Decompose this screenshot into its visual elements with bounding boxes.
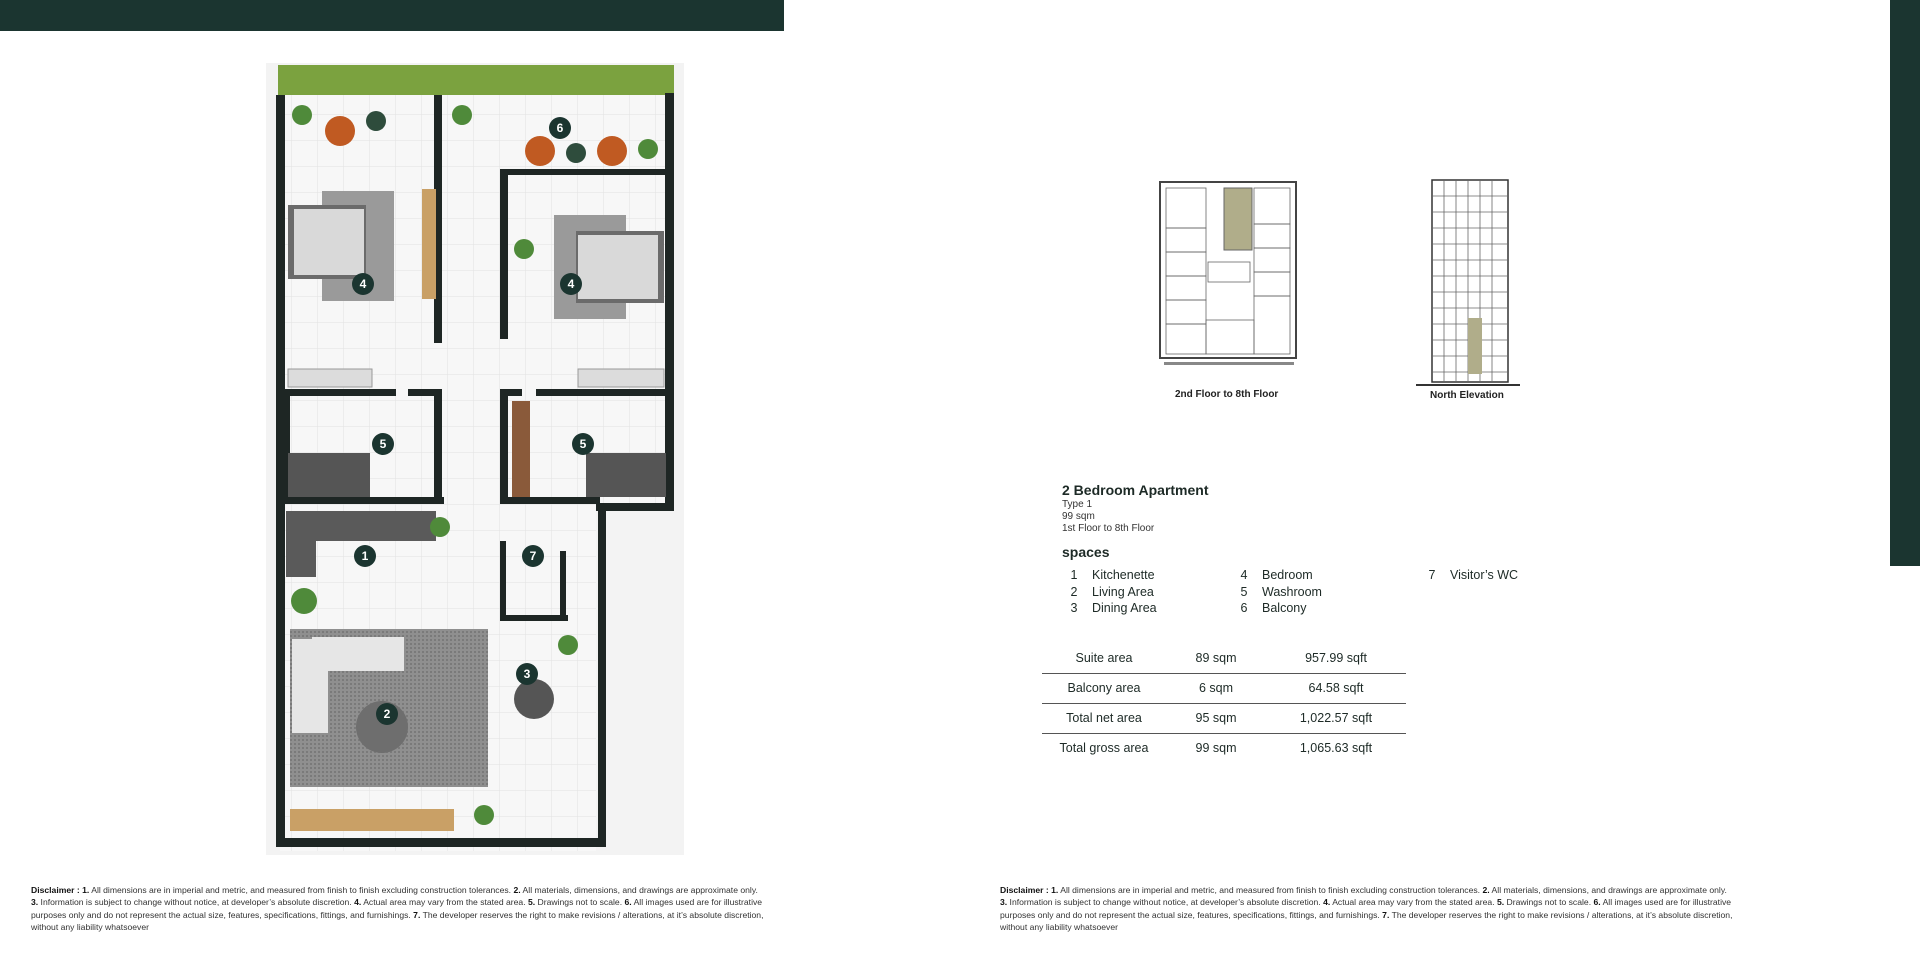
area-sqm: 89 sqm <box>1195 651 1237 665</box>
area-table <box>1042 644 1406 763</box>
room-marker-washroom-1: 5 <box>372 433 394 455</box>
area-label: Suite area <box>1075 651 1133 665</box>
room-marker-bedroom-1: 4 <box>352 273 374 295</box>
room-marker-washroom-2: 5 <box>572 433 594 455</box>
space-item: 2 Living Area <box>1070 585 1154 599</box>
disclaimer-left: Disclaimer : 1. All dimensions are in imperial and metric, and measured from finish to finish excluding construction tolerances. 2. All materials, dimensions, and drawings are approximate only. 3. Information is subject to change without notice, at developer’s absolute discretion. 4. Actual area may vary from the stated area. 5. Drawings not to scale. 6. All images used are for illustrative purposes only and do not represent the actual size, features, specifications, fittings, and furnishings. 7. The developer reserves the right to make revisions / alterations, at it’s absolute discretion, without any liability whatsoever <box>31 885 764 933</box>
space-item: 6 Balcony <box>1240 601 1307 615</box>
apartment-type: Type 1 <box>1062 499 1093 510</box>
room-marker-living: 2 <box>376 703 398 725</box>
spaces-heading: spaces <box>1062 544 1110 560</box>
key-plan-caption: 2nd Floor to 8th Floor <box>1175 389 1279 400</box>
room-marker-kitchenette: 1 <box>354 545 376 567</box>
table-row <box>1042 674 1406 704</box>
area-label: Total net area <box>1066 711 1142 725</box>
area-sqft: 957.99 sqft <box>1305 651 1367 665</box>
table-row <box>1042 734 1406 763</box>
apartment-size: 99 sqm <box>1062 511 1095 522</box>
north-elevation-diagram <box>1414 178 1522 390</box>
space-item: 7 Visitor’s WC <box>1428 568 1519 582</box>
area-sqm: 6 sqm <box>1198 681 1234 695</box>
space-item: 3 Dining Area <box>1070 601 1157 615</box>
top-brand-bar <box>0 0 784 31</box>
area-sqft: 1,022.57 sqft <box>1299 711 1373 725</box>
space-item: 1 Kitchenette <box>1070 568 1155 582</box>
side-brand-bar <box>1890 0 1920 566</box>
area-sqm: 95 sqm <box>1195 711 1237 725</box>
table-row <box>1042 704 1406 734</box>
area-sqft: 64.58 sqft <box>1308 681 1364 695</box>
floor-plan <box>266 63 684 855</box>
area-label: Balcony area <box>1067 681 1141 695</box>
key-plan-diagram <box>1158 180 1300 366</box>
apartment-title: 2 Bedroom Apartment <box>1062 482 1209 498</box>
area-sqft: 1,065.63 sqft <box>1299 741 1373 755</box>
elevation-caption: North Elevation <box>1430 390 1504 401</box>
space-item: 4 Bedroom <box>1240 568 1313 582</box>
apartment-floors: 1st Floor to 8th Floor <box>1062 523 1155 534</box>
room-marker-balcony: 6 <box>549 117 571 139</box>
disclaimer-right: Disclaimer : 1. All dimensions are in imperial and metric, and measured from finish to finish excluding construction tolerances. 2. All materials, dimensions, and drawings are approximate only. 3. Information is subject to change without notice, at developer’s absolute discretion. 4. Actual area may vary from the stated area. 5. Drawings not to scale. 6. All images used are for illustrative purposes only and do not represent the actual size, features, specifications, fittings, and furnishings. 7. The developer reserves the right to make revisions / alterations, at it’s absolute discretion, without any liability whatsoever <box>1000 885 1733 933</box>
room-marker-visitors-wc: 7 <box>522 545 544 567</box>
room-marker-bedroom-2: 4 <box>560 273 582 295</box>
room-marker-dining: 3 <box>516 663 538 685</box>
table-row <box>1042 644 1406 674</box>
space-item: 5 Washroom <box>1240 585 1322 599</box>
area-sqm: 99 sqm <box>1195 741 1237 755</box>
area-label: Total gross area <box>1059 741 1149 755</box>
